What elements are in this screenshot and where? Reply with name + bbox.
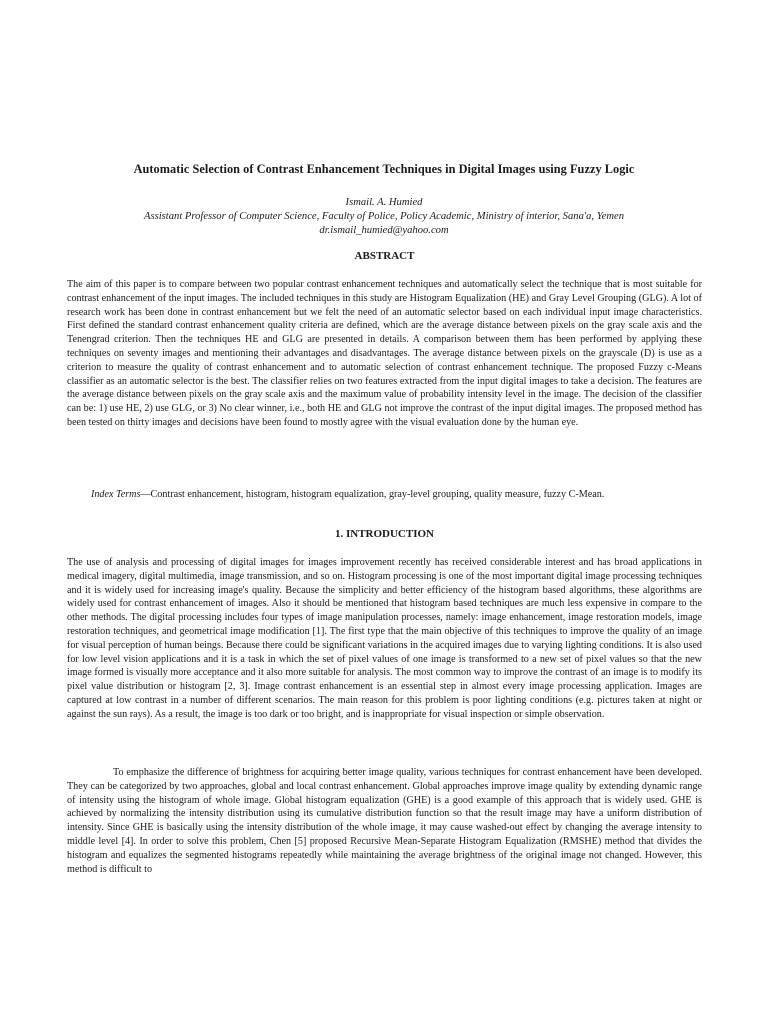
- introduction-paragraph-1: The use of analysis and processing of digital images for images improvement recently has received considerable interest and has broad applications in medical imagery, digital multimedia, image transmission, and so on. Histogram processing is one of the most important digital image processing techniques and it is widely used for increasing image's quality. Because the simplicity and better efficiency of the histogram based algorithms, these algorithms are widely used for contrast enhancement of images. Also it should be mentioned that histogram based techniques are much less expensive in compare to the other methods. The digital processing includes four types of image manipulation processes, namely: image enhancement, image restoration models, image restoration techniques, and geometrical image modification [1]. The first type that the main objective of this techniques to improve the quality of an image for visual perception of human beings. Because there could be significant variations in the acquired images due to varying lighting conditions. It is also used for low level vision applications and it is a task in which the set of pixel values of one image is transformed to a new set of pixel values so that the new image formed is visually more acceptance and it also more suitable for analysis. The most common way to improve the contrast of an image is to modify its pixel value distribution or histogram [2, 3]. Image contrast enhancement is an essential step in almost every image processing application. Images are captured at low contrast in a number of different scenarios. The main reason for this problem is poor lighting conditions (e.g. pictures taken at night or against the sun rays). As a result, the image is too dark or too bright, and is inappropriate for visual inspection or simple observation.: [67, 557, 702, 720]
- abstract-text: The aim of this paper is to compare between two popular contrast enhancement techniques and automatically select the technique that is most suitable for contrast enhancement of the input images. The included techniques in this study are Histogram Equalization (HE) and Gray Level Grouping (GLG). A lot of research work has been done in contrast enhancement but we felt the need of an automatic selector based on each individual input image characteristics. First defined the standard contrast enhancement quality criteria are defined, which are the average distance between pixels on the gray scale axis and the Tenengrad criterion. Then the techniques HE and GLG are presented in details. A comparison between them has been performed by applying these techniques on seventy images and mentioning their advantages and disadvantages. The average distance between pixels on the grayscale (D) is use as a criterion to measure the quality of contrast enhancement and to automatic selection of contrast enhancement technique. The proposed Fuzzy c-Means classifier as an automatic selector is the best. The classifier relies on two features extracted from the input digital images to take a decision. The features are the average distance between pixels on the gray scale axis and the maximum value of probability intensity level in the image. The decision of the classifier can be: 1) use HE, 2) use GLG, or 3) No clear winner, i.e., both HE and GLG not improve the contrast of the input digital images. The proposed method has been tested on thirty images and decisions have been found to mostly agree with the visual evaluation done by the human eye.: [67, 279, 702, 428]
- index-terms-text: —Contrast enhancement, histogram, histogram equalization, gray-level grouping, quality measure, fuzzy C-Mean.: [140, 489, 605, 500]
- author-email: dr.ismail_humied@yahoo.com: [319, 225, 449, 236]
- author-name: Ismail. A. Humied: [345, 197, 423, 208]
- index-terms: [67, 488, 702, 502]
- introduction-heading: 1. INTRODUCTION: [334, 528, 434, 540]
- abstract-heading: ABSTRACT: [354, 250, 415, 262]
- introduction-paragraph-2: To emphasize the difference of brightness for acquiring better image quality, various techniques for contrast enhancement have been developed. They can be categorized by two approaches, global and local contrast enhancement. Global approaches improve image quality by extending dynamic range of intensity using the histogram of whole image. Global histogram equalization (GHE) is a good example of this approach that is widely used. GHE is achieved by normalizing the intensity distribution using its cumulative distribution function so that the result image may have a uniform distribution of intensity. Since GHE is basically using the intensity distribution of the whole image, it may cause washed-out effect by changing the average intensity to middle level [4]. In order to solve this problem, Chen [5] proposed Recursive Mean-Separate Histogram Equalization (RMSHE) method that divides the histogram and equalizes the segmented histograms repeatedly while maintaining the average brightness of the original image not changed. However, this method is difficult to: [67, 767, 702, 875]
- author-block: [20, 196, 748, 238]
- paper-title: Automatic Selection of Contrast Enhancement Techniques in Digital Images using Fuzzy Logic: [133, 162, 635, 176]
- index-terms-label: Index Terms: [91, 489, 141, 500]
- author-affiliation: Assistant Professor of Computer Science, Faculty of Police, Policy Academic, Ministry of interior, Sana'a, Yemen: [144, 211, 624, 222]
